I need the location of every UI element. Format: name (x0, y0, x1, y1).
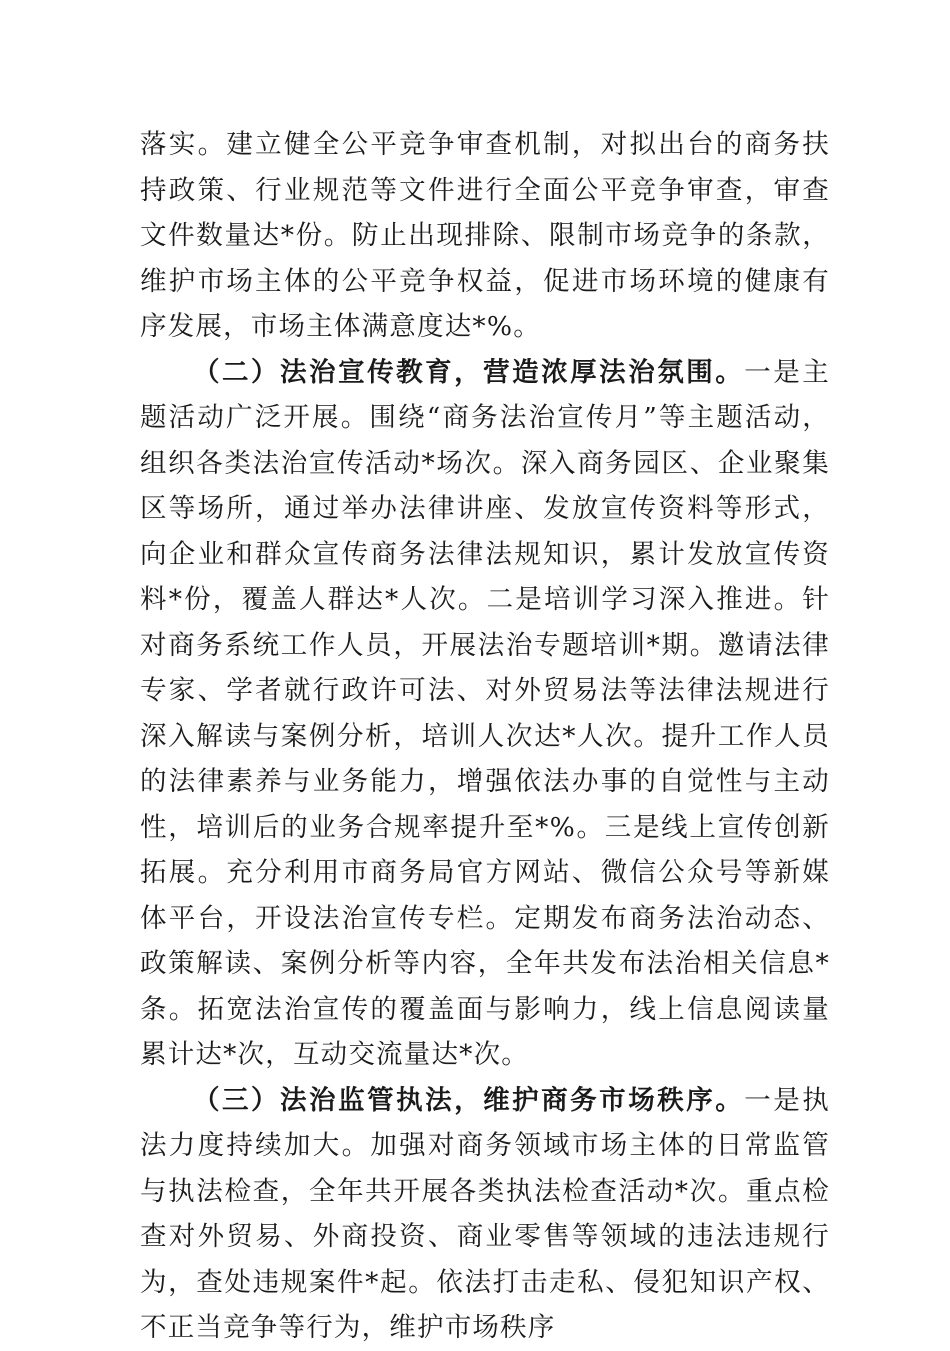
section-heading: （三）法治监管执法，维护商务市场秩序。 (193, 1084, 745, 1116)
paragraph-body: 落实。建立健全公平竞争审查机制，对拟出台的商务扶持政策、行业规范等文件进行全面公平竞争审查，审查文件数量达*份。防止出现排除、限制市场竞争的条款，维护市场主体的公平竞争权益，促进市场环境的健康有序发展，市场主体满意度达*%。 (140, 129, 830, 342)
paragraph-body: 一是主题活动广泛开展。围绕“商务法治宣传月”等主题活动，组织各类法治宣传活动*场次。深入商务园区、企业聚集区等场所，通过举办法律讲座、发放宣传资料等形式，向企业和群众宣传商务法律法规知识，累计发放宣传资料*份，覆盖人群达*人次。二是培训学习深入推进。针对商务系统工作人员，开展法治专题培训*期。邀请法律专家、学者就行政许可法、对外贸易法等法律法规进行深入解读与案例分析，培训人次达*人次。提升工作人员的法律素养与业务能力，增强依法办事的自觉性与主动性，培训后的业务合规率提升至*%。三是线上宣传创新拓展。充分利用市商务局官方网站、微信公众号等新媒体平台，开设法治宣传专栏。定期发布商务法治动态、政策解读、案例分析等内容，全年共发布法治相关信息*条。拓宽法治宣传的覆盖面与影响力，线上信息阅读量累计达*次，互动交流量达*次。 (140, 356, 830, 1070)
document-body (140, 122, 830, 1351)
paragraph-continuation (140, 122, 830, 350)
section-heading: （二）法治宣传教育，营造浓厚法治氛围。 (193, 356, 745, 388)
paragraph-section-2 (140, 350, 830, 1078)
paragraph-body: 一是执法力度持续加大。加强对商务领域市场主体的日常监管与执法检查，全年共开展各类执法检查活动*次。重点检查对外贸易、外商投资、商业零售等领域的违法违规行为，查处违规案件*起。依法打击走私、侵犯知识产权、不正当竞争等行为，维护市场秩序 (140, 1084, 830, 1343)
paragraph-section-3 (140, 1078, 830, 1351)
